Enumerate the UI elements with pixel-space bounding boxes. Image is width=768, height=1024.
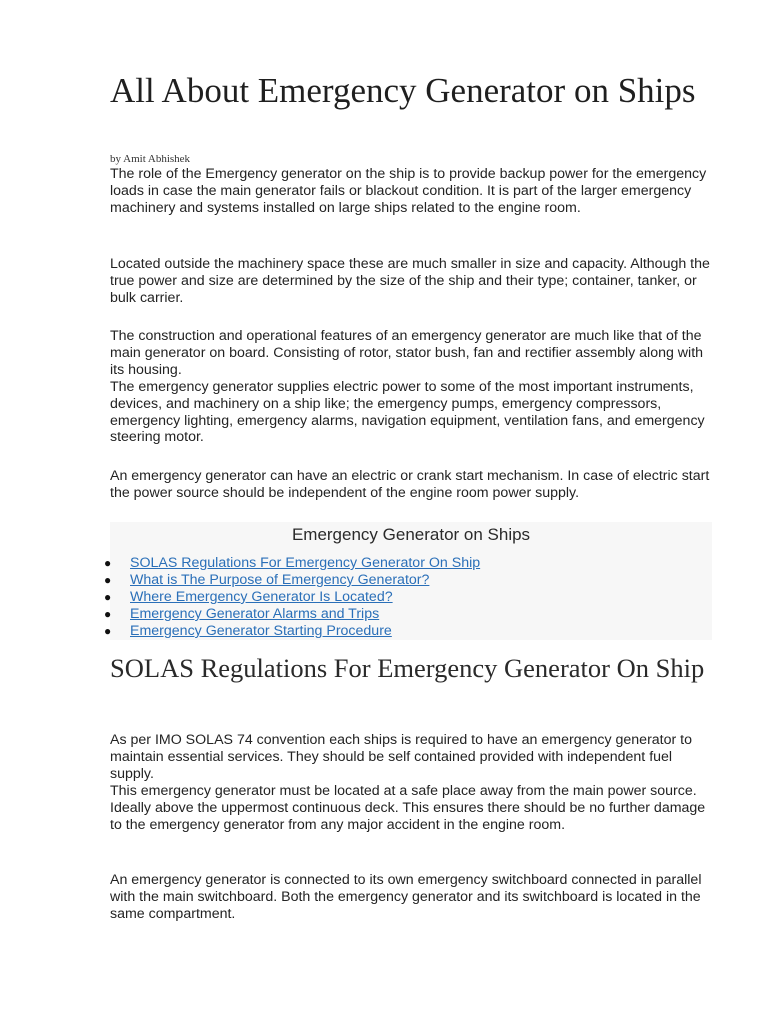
solas-paragraph-switchboard: An emergency generator is connected to its own emergency switchboard connected in parallel with the main switchboard. Both the emergency generator and its switchboard is located in the same compartment.	[110, 872, 702, 922]
intro-paragraph-supply: The emergency generator supplies electric power to some of the most important instruments, devices, and machinery on a ship like; the emergency pumps, emergency compressors, emergency lighting, emergency alarms, navigation equipment, ventilation fans, and emergency steering motor.	[110, 379, 705, 446]
bullet-icon: ●	[104, 590, 112, 604]
toc-item	[104, 589, 712, 606]
solas-paragraph-placement: This emergency generator must be located at a safe place away from the main power source. Ideally above the uppermost continuous deck. This ensures there should be no further damage to the emergency generator from any major accident in the engine room.	[110, 783, 706, 833]
bullet-icon: ●	[104, 624, 112, 638]
page-title: All About Emergency Generator on Ships	[110, 71, 696, 110]
author-byline: by Amit Abhishek	[110, 153, 191, 165]
solas-paragraph-requirement: As per IMO SOLAS 74 convention each ships is required to have an emergency generator to maintain essential services. They should be self contained provided with independent fuel supply.	[110, 732, 693, 782]
bullet-icon: ●	[104, 556, 112, 570]
toc-item	[104, 555, 712, 572]
toc-item	[104, 572, 712, 589]
toc-link-starting-procedure[interactable]: Emergency Generator Starting Procedure	[130, 623, 392, 639]
toc-title: Emergency Generator on Ships	[291, 525, 531, 544]
toc-link-purpose[interactable]: What is The Purpose of Emergency Generator?	[130, 572, 430, 588]
toc-link-solas-regulations[interactable]: SOLAS Regulations For Emergency Generator On Ship	[130, 555, 481, 571]
intro-paragraph-location: Located outside the machinery space these are much smaller in size and capacity. Although the true power and size are determined by the size of the ship and their type; container, tanker, or bulk carrier.	[110, 256, 710, 306]
bullet-icon: ●	[104, 573, 112, 587]
bullet-icon: ●	[104, 607, 112, 621]
toc-item	[104, 606, 712, 623]
section-heading-solas: SOLAS Regulations For Emergency Generator On Ship	[110, 653, 705, 683]
intro-paragraph-start-mechanism: An emergency generator can have an electric or crank start mechanism. In case of electric start the power source should be independent of the engine room power supply.	[110, 468, 710, 501]
table-of-contents	[104, 522, 712, 640]
intro-paragraph-role: The role of the Emergency generator on the ship is to provide backup power for the emergency loads in case the main generator fails or blackout condition. It is part of the larger emergency machinery and systems installed on large ships related to the engine room.	[110, 166, 707, 216]
intro-paragraph-construction: The construction and operational features of an emergency generator are much like that of the main generator on board. Consisting of rotor, stator bush, fan and rectifier assembly along with its housing.	[110, 328, 704, 378]
toc-link-location[interactable]: Where Emergency Generator Is Located?	[130, 589, 393, 605]
toc-list	[104, 555, 712, 640]
toc-item	[104, 623, 712, 640]
toc-link-alarms-trips[interactable]: Emergency Generator Alarms and Trips	[130, 606, 380, 622]
